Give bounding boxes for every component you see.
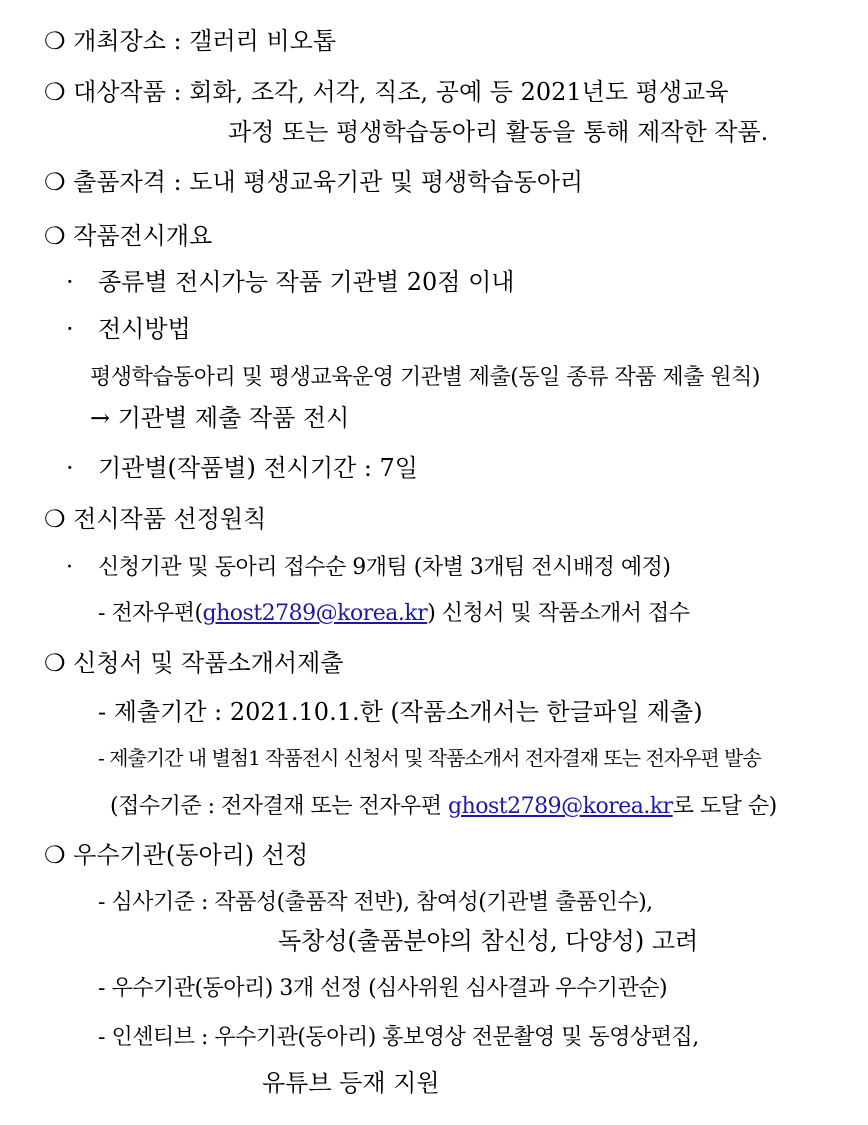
dot-bullet-icon: · (66, 315, 74, 343)
excellent-count-line (98, 974, 667, 1004)
overview-label: 작품전시개요 (73, 222, 213, 250)
target-colon: : (173, 78, 182, 106)
overview-item-period-text: 기관별(작품별) 전시기간 : 7일 (98, 454, 418, 482)
selection-item-order (66, 553, 670, 583)
selection-label: 전시작품 선정원칙 (73, 505, 267, 533)
venue-colon: : (173, 27, 182, 55)
circle-bullet-icon: ❍ (44, 505, 66, 533)
email-link[interactable]: ghost2789@korea.kr (448, 794, 673, 819)
dash-bullet: - (98, 976, 105, 1001)
excellent-incentive-line2: 유튜브 등재 지원 (262, 1069, 440, 1097)
submission-period-text: 제출기간 : 2021.10.1.한 (작품소개서는 한글파일 제출) (113, 698, 703, 726)
selection-item-order-text: 신청기관 및 동아리 접수순 9개팀 (차별 3개팀 전시배정 예정) (98, 555, 671, 580)
dash-bullet: - (98, 601, 105, 626)
dot-bullet-icon: · (66, 268, 74, 296)
submission-criteria-prefix: (접수기준 : 전자결재 또는 전자우편 (110, 794, 448, 819)
excellent-incentive-text: 인센티브 : 우수기관(동아리) 홍보영상 전문촬영 및 동영상편집, (111, 1025, 699, 1050)
venue-label: 개최장소 (73, 27, 166, 55)
selection-heading (44, 504, 266, 534)
circle-bullet-icon: ❍ (44, 27, 66, 55)
submission-criteria-suffix: 로 도달 순) (672, 794, 777, 819)
overview-method-detail1: 평생학습동아리 및 평생교육운영 기관별 제출(동일 종류 작품 제출 원칙) (90, 365, 760, 390)
overview-item-period (66, 453, 418, 483)
submission-label: 신청서 및 작품소개서제출 (73, 649, 344, 677)
eligibility-label: 출품자격 (73, 168, 166, 196)
overview-item-method (66, 314, 191, 344)
excellent-incentive-line (98, 1023, 699, 1053)
dash-bullet: - (98, 1025, 105, 1050)
venue-line (44, 26, 336, 56)
overview-item-count-text: 종류별 전시가능 작품 기관별 20점 이내 (98, 268, 515, 296)
overview-item-method-text: 전시방법 (98, 315, 191, 343)
dot-bullet-icon: · (66, 454, 74, 482)
overview-heading (44, 221, 212, 251)
target-value-line1: 회화, 조각, 서각, 직조, 공예 등 2021년도 평생교육 (189, 78, 729, 106)
venue-value: 갤러리 비오톱 (189, 27, 337, 55)
eligibility-line (44, 167, 583, 197)
dash-bullet: - (98, 698, 107, 726)
excellent-criteria-line2: 독창성(출품분야의 참신성, 다양성) 고려 (278, 927, 699, 955)
circle-bullet-icon: ❍ (44, 841, 66, 869)
circle-bullet-icon: ❍ (44, 222, 66, 250)
overview-method-detail2: → 기관별 제출 작품 전시 (90, 404, 350, 432)
submission-heading (44, 648, 343, 678)
submission-criteria-line (110, 792, 777, 822)
submission-period-line (98, 697, 703, 727)
circle-bullet-icon: ❍ (44, 78, 66, 106)
dash-bullet: - (98, 890, 105, 915)
dash-bullet: - (98, 746, 104, 770)
overview-item-count (66, 267, 514, 297)
submission-method-line (98, 743, 761, 773)
email-link[interactable]: ghost2789@korea.kr (202, 601, 428, 626)
excellent-criteria-text: 심사기준 : 작품성(출품작 전반), 참여성(기관별 출품인수), (111, 890, 653, 915)
eligibility-colon: : (173, 168, 182, 196)
target-line (44, 77, 728, 107)
excellent-count-text: 우수기관(동아리) 3개 선정 (심사위원 심사결과 우수기관순) (111, 976, 668, 1001)
selection-email-prefix: 전자우편( (111, 601, 203, 626)
circle-bullet-icon: ❍ (44, 168, 66, 196)
excellent-heading (44, 840, 308, 870)
selection-email-line (98, 599, 690, 629)
circle-bullet-icon: ❍ (44, 649, 66, 677)
dot-bullet-icon: · (66, 555, 73, 580)
excellent-label: 우수기관(동아리) 선정 (73, 841, 309, 869)
excellent-criteria-line (98, 888, 653, 918)
target-value-line2: 과정 또는 평생학습동아리 활동을 통해 제작한 작품. (228, 118, 769, 146)
eligibility-value: 도내 평생교육기관 및 평생학습동아리 (189, 168, 584, 196)
submission-method-text: 제출기간 내 별첨1 작품전시 신청서 및 작품소개서 전자결재 또는 전자우편 발송 (109, 746, 761, 770)
selection-email-suffix: ) 신청서 및 작품소개서 접수 (427, 601, 690, 626)
target-label: 대상작품 (73, 78, 166, 106)
